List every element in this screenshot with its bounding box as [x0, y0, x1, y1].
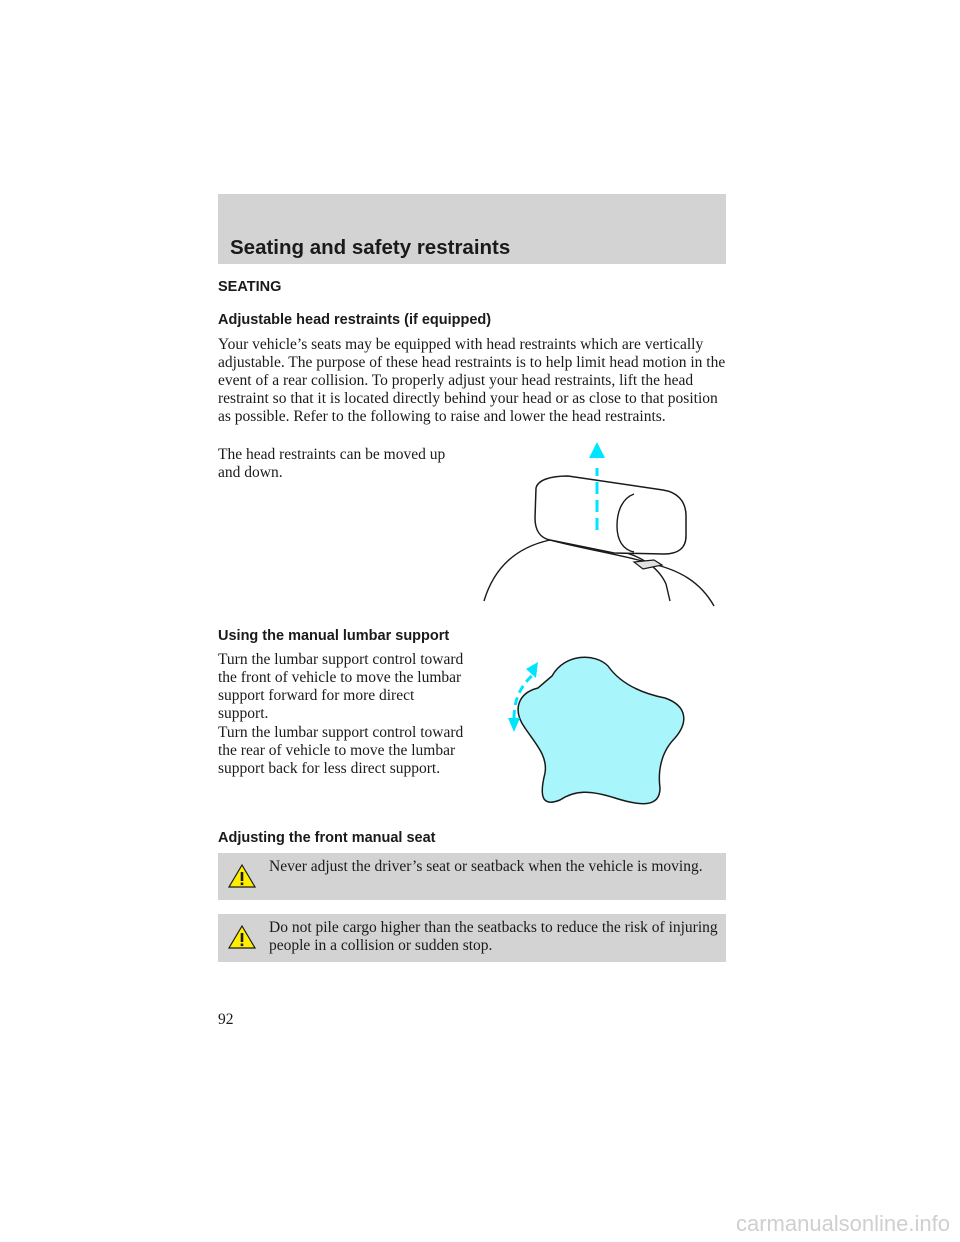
page-number: 92	[218, 1011, 234, 1028]
section-title: SEATING	[218, 279, 282, 295]
page-title: Seating and safety restraints	[230, 236, 511, 259]
head-restraints-body: Your vehicle’s seats may be equipped with head restraints which are vertically adjustable. The purpose of these head restraints is to help limit head motion in the event of a rear collision. To properly adjust your head restraints, lift the head restraint so that it is located directly behind your head or as close to that position as possible. Refer to the following to raise and lower the head restraints.	[218, 336, 726, 425]
front-seat-heading: Adjusting the front manual seat	[218, 830, 436, 846]
warning-box-1	[218, 853, 726, 900]
lumbar-heading: Using the manual lumbar support	[218, 628, 450, 644]
header-band	[218, 194, 726, 264]
warning-box-2	[218, 914, 726, 962]
head-restraints-heading: Adjustable head restraints (if equipped)	[218, 312, 492, 328]
watermark: carmanualsonline.info	[735, 1211, 950, 1236]
warning-triangle-icon	[228, 924, 256, 950]
head-restraint-illustration	[478, 436, 723, 608]
lumbar-para-1: Turn the lumbar support control toward the front of vehicle to move the lumbar support forward for more direct support.	[218, 651, 464, 722]
warning-triangle-icon	[228, 863, 256, 889]
head-restraints-move-text: The head restraints can be moved up and down.	[218, 446, 446, 481]
warning-text-1: Never adjust the driver’s seat or seatback when the vehicle is moving.	[269, 858, 703, 875]
warning-text-2: Do not pile cargo higher than the seatbacks to reduce the risk of injuring people in a collision or sudden stop.	[269, 919, 718, 954]
lumbar-para-2: Turn the lumbar support control toward the rear of vehicle to move the lumbar support back for less direct support.	[218, 724, 464, 777]
lumbar-knob-illustration	[500, 648, 690, 808]
